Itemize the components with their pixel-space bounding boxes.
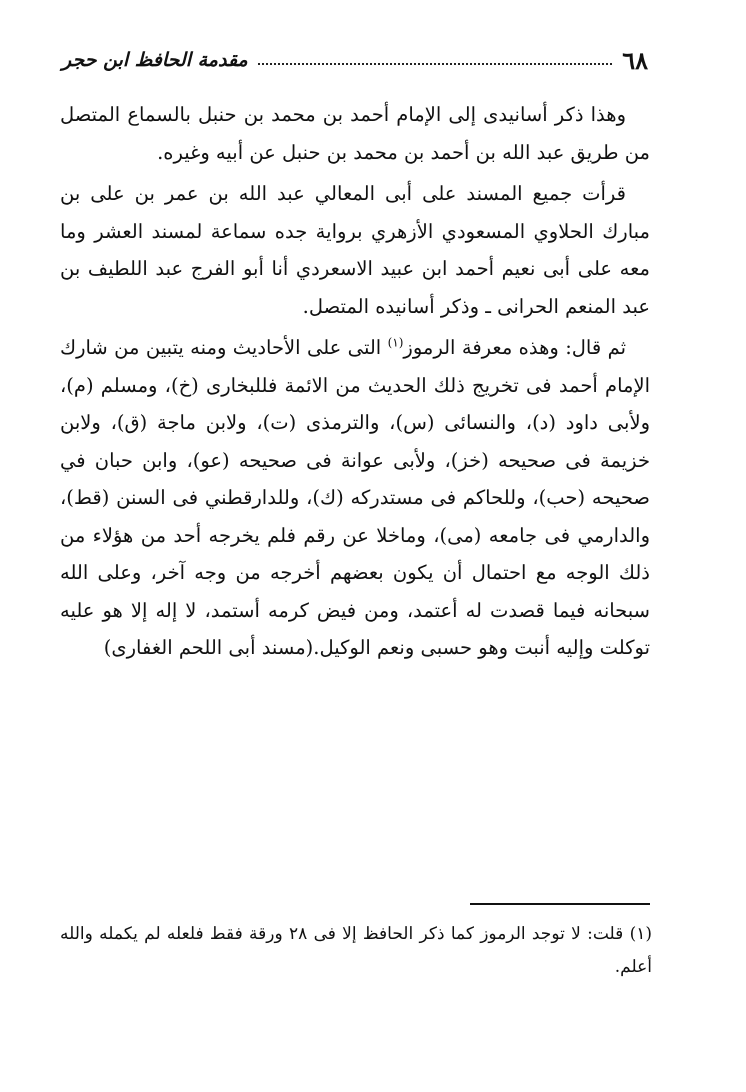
page-number: ٦٨ [622,45,648,75]
paragraph: وهذا ذكر أسانيدى إلى الإمام أحمد بن محمد بن حنبل بالسماع المتصل من طريق عبد الله بن أحمد بن محمد بن حنبل عن أبيه وغيره. [60,103,650,164]
footnote-reference[interactable]: (١) [387,335,404,350]
footnote [60,918,652,984]
paragraph-text: ثم قال: وهذه معرفة الرموز [403,336,626,359]
footnote-text: (١) قلت: لا توجد الرموز كما ذكر الحافظ إلا فى ٢٨ ورقة فقط فلعله لم يكمله والله أعلم. [60,924,652,977]
paragraph: قرأت جميع المسند على أبى المعالي عبد الله بن عمر بن على بن مبارك الحلاوي المسعودي الأزهري برواية جده سماعة لمسند العشر وما معه على أبى نعيم أحمد ابن عبيد الاسعردي أنا أبو الفرج عبد اللطيف بن عبد المنعم الحرانى ـ وذكر أسانيده المتصل. [60,182,650,318]
paragraph-text: التى على الأحاديث ومنه يتبين من شارك الإمام أحمد فى تخريج ذلك الحديث من الائمة فللبخارى (خ)، ومسلم (م)، ولأبى داود (د)، والنسائى (س)، والترمذى (ت)، ولابن ماجة (ق)، ولابن خزيمة فى صحيحه (خز)، ولأبى عوانة فى صحيحه (عو)، وابن حبان في صحيحه (حب)، وللحاكم فى مستدركه (ك)، وللدارقطني فى السنن (قط)، والدارمي فى جامعه (مى)، وماخلا عن رقم فلم يخرجه أحد من هؤلاء من ذلك الوجه مع احتمال أن يكون بعضهم أخرجه من وجه آخر، وعلى الله سبحانه فيما قصدت له أعتمد، ومن فيض كرمه أستمد، لا إله إلا هو عليه توكلت وإليه أنبت وهو حسبى ونعم الوكيل.(مسند أبى اللحم الغفارى) [60,336,650,659]
running-title: مقدمة الحافظ ابن حجر [62,49,248,71]
footnote-separator [470,903,650,905]
header-dotted-leader [258,63,612,65]
page-header [62,40,648,80]
main-text [60,96,650,667]
paragraph [60,329,650,667]
